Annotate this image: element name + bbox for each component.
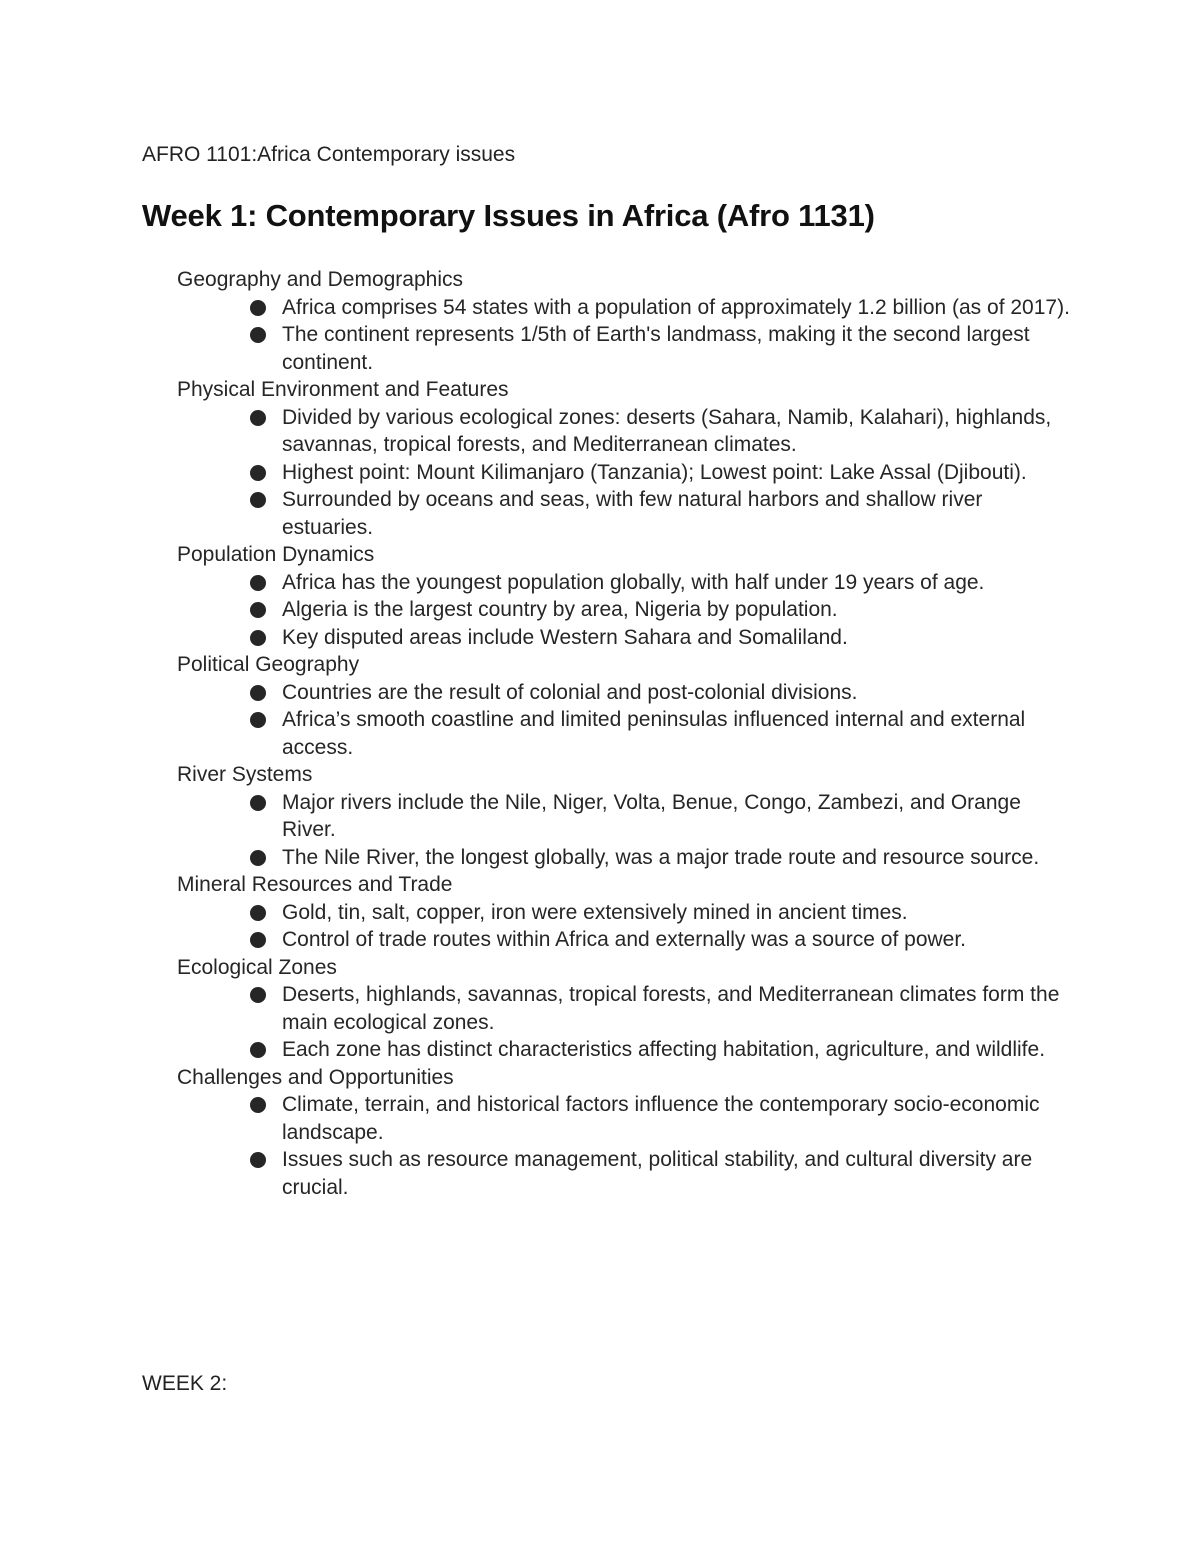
course-title: AFRO 1101:Africa Contemporary issues bbox=[142, 143, 516, 166]
bullet-text: Africa has the youngest population globally, with half under 19 years of age. bbox=[282, 570, 985, 594]
bullet-dot-icon bbox=[250, 987, 266, 1003]
bullet-text: Major rivers include the Nile, Niger, Volta, Benue, Congo, Zambezi, and Orange River. bbox=[282, 790, 1021, 841]
list-item bbox=[282, 844, 1072, 872]
bullet-text: Highest point: Mount Kilimanjaro (Tanzania); Lowest point: Lake Assal (Djibouti). bbox=[282, 460, 1027, 484]
bullet-dot-icon bbox=[250, 630, 266, 646]
bullet-dot-icon bbox=[250, 905, 266, 921]
bullet-text: Issues such as resource management, political stability, and cultural diversity are crucial. bbox=[282, 1148, 1033, 1199]
bullet-text: Countries are the result of colonial and post-colonial divisions. bbox=[282, 680, 858, 704]
list-item bbox=[282, 679, 1072, 707]
section-title: Challenges and Opportunities bbox=[177, 1065, 454, 1089]
week-heading: Week 1: Contemporary Issues in Africa (Afro 1131) bbox=[142, 198, 875, 233]
bullet-dot-icon bbox=[250, 575, 266, 591]
list-item bbox=[282, 926, 1072, 954]
bullet-text: The continent represents 1/5th of Earth's landmass, making it the second largest continent. bbox=[282, 323, 1030, 374]
bullet-text: Deserts, highlands, savannas, tropical forests, and Mediterranean climates form the main ecological zones. bbox=[282, 983, 1060, 1034]
section-title: Geography and Demographics bbox=[177, 268, 464, 291]
bullet-list bbox=[177, 404, 1097, 542]
bullet-dot-icon bbox=[250, 1152, 266, 1168]
notes-sections bbox=[177, 266, 1097, 1201]
bullet-dot-icon bbox=[250, 410, 266, 426]
notes-section bbox=[177, 376, 1097, 541]
bullet-text: Gold, tin, salt, copper, iron were extensively mined in ancient times. bbox=[282, 900, 908, 924]
notes-section bbox=[177, 1064, 1097, 1202]
bullet-text: Algeria is the largest country by area, Nigeria by population. bbox=[282, 598, 838, 621]
bullet-dot-icon bbox=[250, 327, 266, 343]
week-2-label: WEEK 2: bbox=[142, 1372, 228, 1395]
bullet-text: Africa comprises 54 states with a population of approximately 1.2 billion (as of 2017). bbox=[282, 295, 1070, 319]
bullet-list bbox=[177, 981, 1097, 1064]
list-item bbox=[282, 624, 1072, 652]
list-item bbox=[282, 569, 1072, 597]
list-item bbox=[282, 294, 1072, 322]
list-item bbox=[282, 981, 1072, 1036]
bullet-text: Control of trade routes within Africa and externally was a source of power. bbox=[282, 928, 967, 951]
bullet-dot-icon bbox=[250, 795, 266, 811]
bullet-dot-icon bbox=[250, 300, 266, 316]
bullet-dot-icon bbox=[250, 712, 266, 728]
bullet-dot-icon bbox=[250, 850, 266, 866]
bullet-text: Key disputed areas include Western Sahara and Somaliland. bbox=[282, 625, 848, 649]
notes-section bbox=[177, 651, 1097, 761]
bullet-list bbox=[177, 1091, 1097, 1201]
bullet-text: Climate, terrain, and historical factors influence the contemporary socio-economic landscape. bbox=[282, 1093, 1040, 1144]
section-title: River Systems bbox=[177, 763, 313, 786]
notes-section bbox=[177, 541, 1097, 651]
bullet-text: Divided by various ecological zones: deserts (Sahara, Namib, Kalahari), highlands, savannas, tropical forests, and Mediterranean climates. bbox=[282, 405, 1052, 456]
section-title: Physical Environment and Features bbox=[177, 378, 509, 401]
section-title: Population Dynamics bbox=[177, 543, 375, 566]
bullet-list bbox=[177, 294, 1097, 377]
bullet-list bbox=[177, 569, 1097, 652]
bullet-text: The Nile River, the longest globally, was a major trade route and resource source. bbox=[282, 845, 1040, 869]
bullet-dot-icon bbox=[250, 1097, 266, 1113]
list-item bbox=[282, 404, 1072, 459]
bullet-list bbox=[177, 789, 1097, 872]
bullet-list bbox=[177, 679, 1097, 762]
bullet-text: Africa’s smooth coastline and limited peninsulas influenced internal and external access. bbox=[282, 708, 1026, 759]
bullet-dot-icon bbox=[250, 932, 266, 948]
list-item bbox=[282, 321, 1072, 376]
list-item bbox=[282, 486, 1072, 541]
list-item bbox=[282, 789, 1072, 844]
bullet-dot-icon bbox=[250, 602, 266, 618]
notes-section bbox=[177, 761, 1097, 871]
list-item bbox=[282, 1036, 1072, 1064]
notes-section bbox=[177, 266, 1097, 376]
bullet-dot-icon bbox=[250, 1042, 266, 1058]
list-item bbox=[282, 1146, 1072, 1201]
bullet-text: Surrounded by oceans and seas, with few natural harbors and shallow river estuaries. bbox=[282, 488, 983, 539]
section-title: Political Geography bbox=[177, 653, 360, 676]
list-item bbox=[282, 706, 1072, 761]
bullet-dot-icon bbox=[250, 492, 266, 508]
list-item bbox=[282, 596, 1072, 624]
list-item bbox=[282, 459, 1072, 487]
list-item bbox=[282, 1091, 1072, 1146]
notes-section bbox=[177, 954, 1097, 1064]
bullet-text: Each zone has distinct characteristics affecting habitation, agriculture, and wildlife. bbox=[282, 1038, 1046, 1061]
bullet-dot-icon bbox=[250, 685, 266, 701]
notes-section bbox=[177, 871, 1097, 954]
bullet-list bbox=[177, 899, 1097, 954]
section-title: Ecological Zones bbox=[177, 955, 337, 979]
bullet-dot-icon bbox=[250, 465, 266, 481]
section-title: Mineral Resources and Trade bbox=[177, 873, 453, 896]
list-item bbox=[282, 899, 1072, 927]
